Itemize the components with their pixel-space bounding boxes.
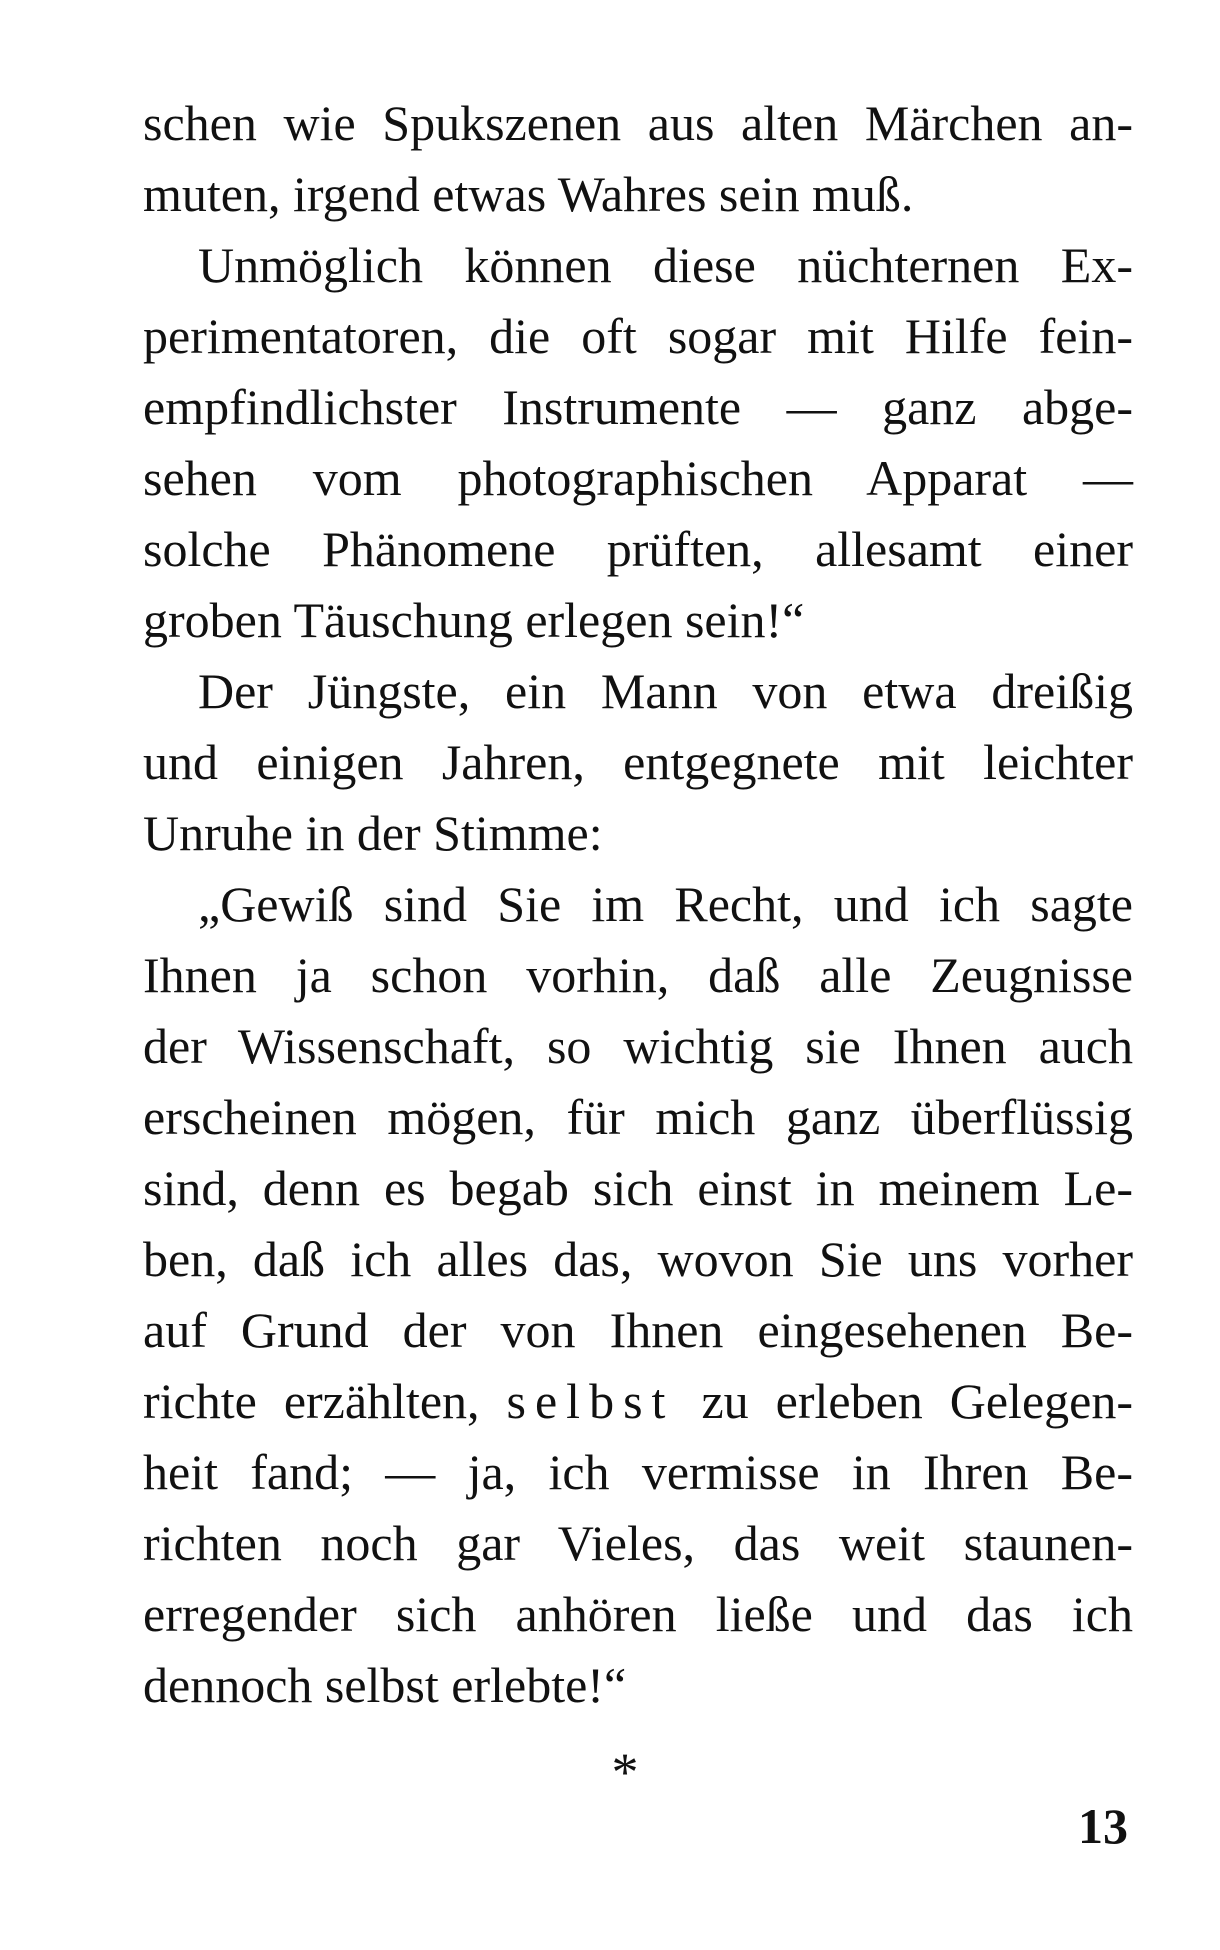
- paragraph-start-line: Unmöglich können diese nüchternen Ex-: [198, 237, 1133, 293]
- text-line: empfindlichster Instrumente — ganz abge-: [143, 379, 1133, 435]
- text-line: ben, daß ich alles das, wovon Sie uns vorher: [143, 1231, 1133, 1287]
- section-separator-asterisk: *: [611, 1742, 639, 1802]
- text-line: dennoch selbst erlebte!“: [143, 1657, 627, 1713]
- text-line: solche Phänomene prüften, allesamt einer: [143, 521, 1133, 577]
- text-line: erregender sich anhören ließe und das ich: [143, 1586, 1133, 1642]
- body-text: [143, 88, 1133, 1721]
- text-line: richten noch gar Vieles, das weit staunen-: [143, 1515, 1133, 1571]
- text-line: sehen vom photographischen Apparat —: [143, 450, 1133, 506]
- text-line: und einigen Jahren, entgegnete mit leichter: [143, 734, 1133, 790]
- text-line: heit fand; — ja, ich vermisse in Ihren Be-: [143, 1444, 1133, 1500]
- text-line: muten, irgend etwas Wahres sein muß.: [143, 166, 914, 222]
- text-line: groben Täuschung erlegen sein!“: [143, 592, 805, 648]
- paragraph-start-line: Der Jüngste, ein Mann von etwa dreißig: [198, 663, 1133, 719]
- text-segment: zu erleben Gelegen-: [674, 1373, 1133, 1429]
- text-line: erscheinen mögen, für mich ganz überflüssig: [143, 1089, 1133, 1145]
- text-line: Ihnen ja schon vorhin, daß alle Zeugnisse: [143, 947, 1133, 1003]
- text-segment: richte erzählten,: [143, 1373, 507, 1429]
- text-line: auf Grund der von Ihnen eingesehenen Be-: [143, 1302, 1133, 1358]
- text-line: der Wissenschaft, so wichtig sie Ihnen auch: [143, 1018, 1133, 1074]
- text-line-with-emphasis: [143, 1366, 1133, 1437]
- spaced-emphasis: selbst: [506, 1373, 675, 1429]
- text-line: sind, denn es begab sich einst in meinem Le-: [143, 1160, 1133, 1216]
- paragraph-start-line: „Gewiß sind Sie im Recht, und ich sagte: [198, 876, 1133, 932]
- text-line: schen wie Spukszenen aus alten Märchen an-: [143, 95, 1133, 151]
- text-line: perimentatoren, die oft sogar mit Hilfe fein-: [143, 308, 1133, 364]
- text-line: Unruhe in der Stimme:: [143, 805, 603, 861]
- page-number: 13: [1078, 1798, 1128, 1854]
